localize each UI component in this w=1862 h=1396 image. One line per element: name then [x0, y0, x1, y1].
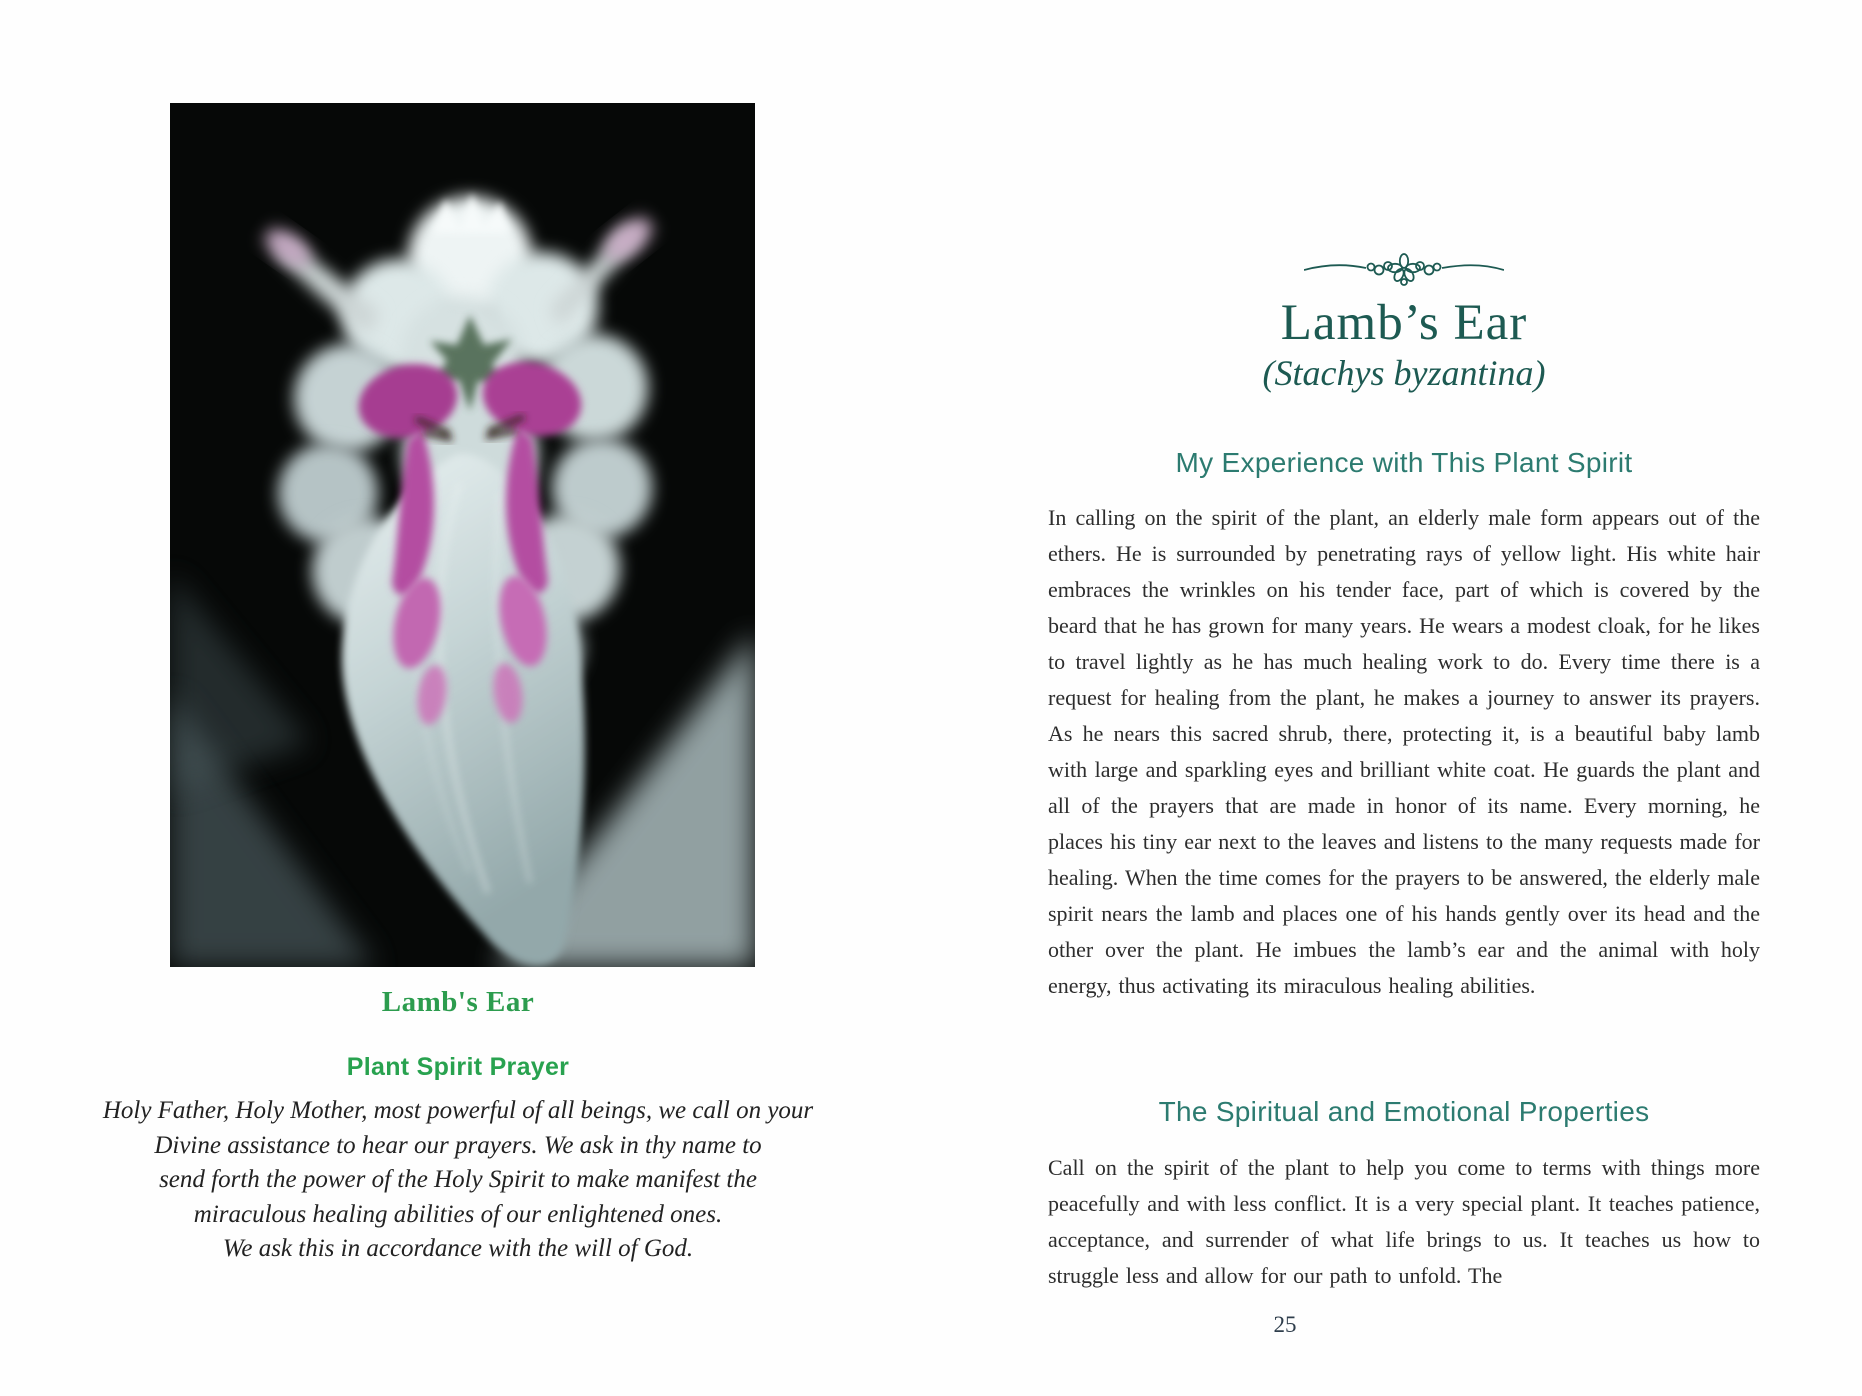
page-number: 25: [1273, 1312, 1297, 1337]
experience-body: In calling on the spirit of the plant, an elderly male form appears out of the ethers. He is surrounded by penetrating rays of yellow light. His white hair embraces the wrinkles on his tender face, part of which is covered by the beard that he has grown for many years. He wears a modest cloak, for he likes to travel lightly as he has much healing work to do. Every time there is a request for healing from the plant, he makes a journey to answer its prayers. As he nears this sacred shrub, there, protecting it, is a beautiful baby lamb with large and sparkling eyes and brilliant white coat. He guards the plant and all of the prayers that are made in honor of its name. Every morning, he places his tiny ear next to the leaves and listens to the many requests made for healing. When the time comes for the prayers to be answered, the elderly male spirit nears the lamb and places one of his hands gently over its head and the other over the plant. He imbues the lamb’s ear and the animal with holy energy, thus activating its miraculous healing abilities.: [1048, 505, 1760, 998]
chapter-title: Lamb’s Ear: [1280, 295, 1528, 351]
prayer-line: Divine assistance to hear our prayers. We ask in thy name to: [154, 1131, 762, 1159]
prayer-line: miraculous healing abilities of our enlightened ones.: [193, 1200, 723, 1228]
photo-caption: Lamb's Ear: [381, 986, 535, 1018]
prayer-line: Holy Father, Holy Mother, most powerful of all beings, we call on your: [102, 1097, 814, 1124]
section-heading-properties: The Spiritual and Emotional Properties: [1158, 1096, 1650, 1127]
section-heading-experience: My Experience with This Plant Spirit: [1175, 447, 1633, 478]
lambs-ear-photo: [170, 103, 755, 967]
prayer-heading: Plant Spirit Prayer: [346, 1053, 570, 1081]
prayer-text: [95, 1094, 821, 1267]
photo-frame: [170, 103, 755, 967]
properties-body: Call on the spirit of the plant to help you come to terms with things more peacefully and with less conflict. It is a very special plant. It teaches patience, acceptance, and surrender of what life brings to us. It teaches us how to struggle less and allow for our path to unfold. The: [1048, 1155, 1760, 1288]
prayer-line: We ask this in accordance with the will of God.: [222, 1235, 694, 1262]
floral-divider-icon: [1304, 248, 1504, 288]
prayer-line: send forth the power of the Holy Spirit to make manifest the: [159, 1166, 757, 1193]
chapter-subtitle: (Stachys byzantina): [1262, 353, 1546, 393]
